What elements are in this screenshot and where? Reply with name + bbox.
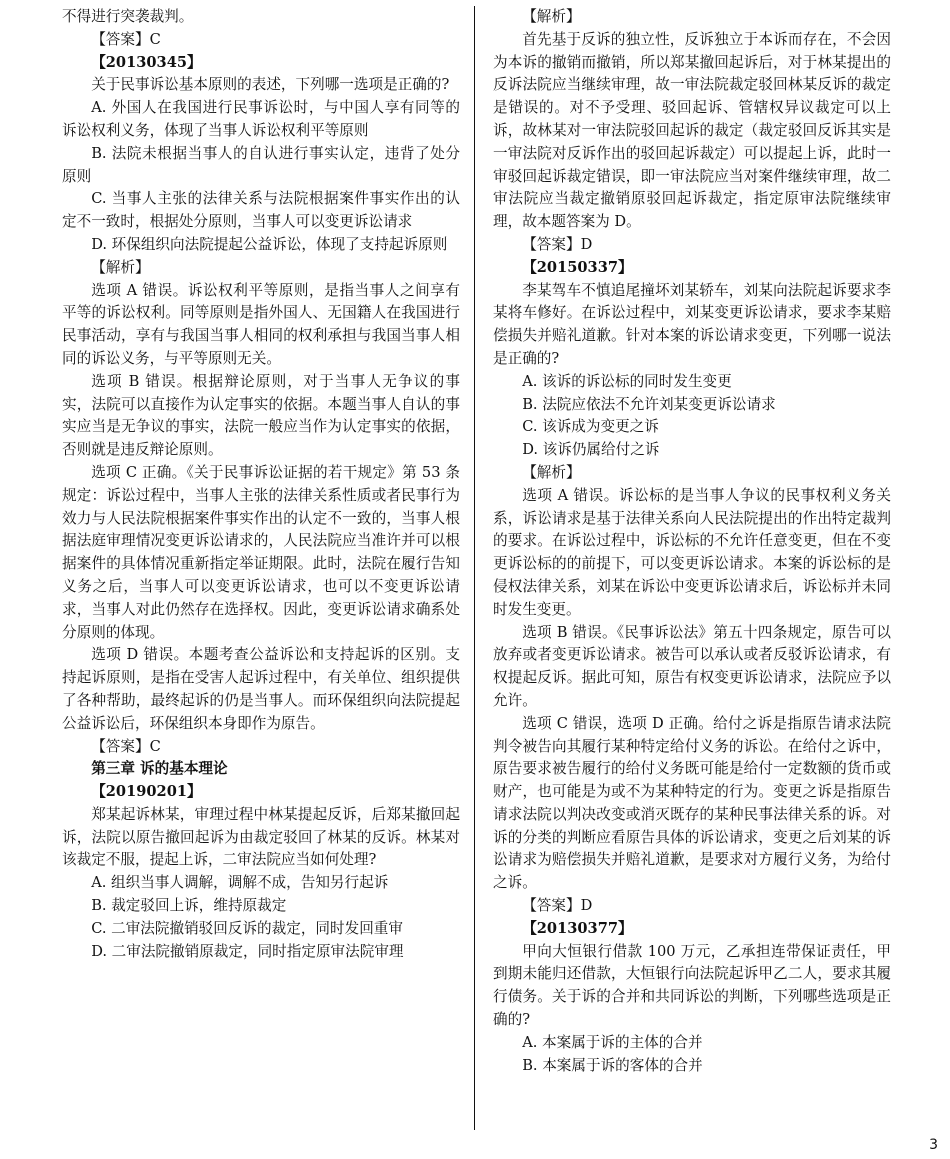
section-tag: 【答案】D xyxy=(522,897,593,915)
section-tag: 【答案】D xyxy=(522,235,593,253)
answer-option: A. 本案属于诉的主体的合并 xyxy=(522,1033,703,1051)
answer-option: B. 裁定驳回上诉，维持原裁定 xyxy=(91,897,287,915)
answer-option: D. 二审法院撤销原裁定，同时指定原审法院审理 xyxy=(91,942,404,960)
paragraph: 选项 B 错误。《民事诉讼法》第五十四条规定，原告可以放弃或者变更诉讼请求。被告可以承认或者反驳诉讼请求，有权提起反诉。据此可知，原告有权变更诉讼请求，法院应予以允许。 xyxy=(493,623,891,709)
answer-option: A. 该诉的诉讼标的同时发生变更 xyxy=(522,372,732,390)
section-tag: 【答案】C xyxy=(91,30,161,48)
paragraph: 不得进行突袭裁判。 xyxy=(62,8,194,25)
paragraph: 选项 A 错误。诉讼权利平等原则，是指当事人之间享有平等的诉讼权利。同等原则是指外国人、无国籍人在我国进行民事活动，享有与我国当事人相同的权利承担与我国当事人相同的诉讼义务，与平等原则无关。 xyxy=(62,281,460,367)
column-divider xyxy=(474,6,475,1130)
paragraph: 首先基于反诉的独立性，反诉独立于本诉而存在，不会因为本诉的撤销而撤销，所以郑某撤回起诉后，对于林某提出的反诉法院应当继续审理，故一审法院裁定驳回林某反诉的裁定是错误的。对不予受理、驳回起诉、管辖权异议裁定可以上诉，故林某对一审法院驳回起诉的裁定（裁定驳回反诉其实是一审法院对反诉作出的驳回起诉裁定）可以提起上诉，此时一审驳回起诉裁定错误，即一审法院应当对案件继续审理，故二审法院应当裁定撤销原驳回起诉裁定，指定原审法院继续审理，故本题答案为 D。 xyxy=(493,30,891,231)
paragraph: 郑某起诉林某，审理过程中林某提起反诉，后郑某撤回起诉，法院以原告撤回起诉为由裁定驳回了林某的反诉。林某对该裁定不服，提起上诉，二审法院应当如何处理? xyxy=(62,805,460,869)
right-column xyxy=(493,6,891,1077)
left-column xyxy=(62,6,460,963)
question-code: 【20130377】 xyxy=(522,919,633,937)
paragraph: 甲向大恒银行借款 100 万元，乙承担连带保证责任，甲到期未能归还借款，大恒银行向法院起诉甲乙二人，要求其履行债务。关于诉的合并和共同诉讼的判断，下列哪些选项是正确的? xyxy=(493,942,891,1029)
paragraph: 李某驾车不慎追尾撞坏刘某轿车，刘某向法院起诉要求李某将车修好。在诉讼过程中，刘某变更诉讼请求，要求李某赔偿损失并赔礼道歉。针对本案的诉讼请求变更，下列哪一说法是正确的? xyxy=(493,281,891,367)
section-tag: 【解析】 xyxy=(522,8,581,25)
answer-option: C. 二审法院撤销驳回反诉的裁定，同时发回重审 xyxy=(91,919,403,937)
question-code: 【20150337】 xyxy=(522,258,633,276)
question-code: 【20190201】 xyxy=(91,783,202,801)
paragraph: 选项 C 错误，选项 D 正确。给付之诉是指原告请求法院判令被告向其履行某种特定给付义务的诉讼。在给付之诉中，原告要求被告履行的给付义务既可能是给付一定数额的货币或财产，也可能是为或不为某种特定的行为。变更之诉是指原告请求法院以判决改变或消灭既存的某种民事法律关系的诉。对诉的分类的判断应看原告具体的诉讼请求，变更之后刘某的诉讼请求为赔偿损失并赔礼道歉，是要求对方履行义务，为给付之诉。 xyxy=(493,714,891,892)
section-tag: 【答案】C xyxy=(91,737,161,755)
paragraph: 关于民事诉讼基本原则的表述，下列哪一选项是正确的? xyxy=(91,76,450,94)
answer-option: B. 本案属于诉的客体的合并 xyxy=(522,1056,703,1074)
answer-option: A. 外国人在我国进行民事诉讼时，与中国人享有同等的诉讼权利义务，体现了当事人诉讼权利平等原则 xyxy=(62,99,460,139)
section-tag: 【解析】 xyxy=(522,463,581,481)
paragraph: 选项 D 错误。本题考查公益诉讼和支持起诉的区别。支持起诉原则，是指在受害人起诉过程中，有关单位、组织提供了各种帮助，最终起诉的仍是当事人。而环保组织向法院提起公益诉讼后，环保组织本身即作为原告。 xyxy=(62,646,460,732)
answer-option: B. 法院未根据当事人的自认进行事实认定，违背了处分原则 xyxy=(62,144,460,185)
answer-option: A. 组织当事人调解，调解不成，告知另行起诉 xyxy=(91,874,389,892)
answer-option: C. 当事人主张的法律关系与法院根据案件事实作出的认定不一致时，根据处分原则，当事人可以变更诉讼请求 xyxy=(62,190,460,231)
answer-option: D. 该诉仍属给付之诉 xyxy=(522,441,660,459)
answer-option: D. 环保组织向法院提起公益诉讼，体现了支持起诉原则 xyxy=(91,235,448,253)
paragraph: 选项 C 正确。《关于民事诉讼证据的若干规定》第 53 条规定：诉讼过程中，当事人主张的法律关系性质或者民事行为效力与人民法院根据案件事实作出的认定不一致的，当事人根据法庭审理情况变更诉讼请求的，人民法院应当准许并可以根据案件的具体情况重新指定举证期限。此时，法院在履行告知义务之后，当事人可以变更诉讼请求，也可以不变更诉讼请求，当事人对此仍然存在选择权。因此，变更诉讼请求确系处分原则的体现。 xyxy=(62,463,460,641)
paragraph: 选项 A 错误。诉讼标的是当事人争议的民事权利义务关系，诉讼请求是基于法律关系向人民法院提出的作出特定裁判的要求。在诉讼过程中，诉讼标的不允许任意变更，但在不变更诉讼标的的前提下，可以变更诉讼请求。本案的诉讼标的是侵权法律关系，刘某在诉讼中变更诉讼请求后，诉讼标并未同时发生变更。 xyxy=(493,486,891,618)
paragraph: 选项 B 错误。根据辩论原则，对于当事人无争议的事实，法院可以直接作为认定事实的依据。本题当事人自认的事实应当是无争议的事实，法院一般应当作为认定事实的依据，否则就是违反辩论原则。 xyxy=(62,372,460,459)
section-tag: 【解析】 xyxy=(91,258,150,276)
answer-option: B. 法院应依法不允许刘某变更诉讼请求 xyxy=(522,395,776,413)
chapter-heading: 第三章 诉的基本理论 xyxy=(91,760,228,778)
page-number: 3 xyxy=(929,1137,938,1153)
question-code: 【20130345】 xyxy=(91,53,202,71)
answer-option: C. 该诉成为变更之诉 xyxy=(522,418,659,436)
